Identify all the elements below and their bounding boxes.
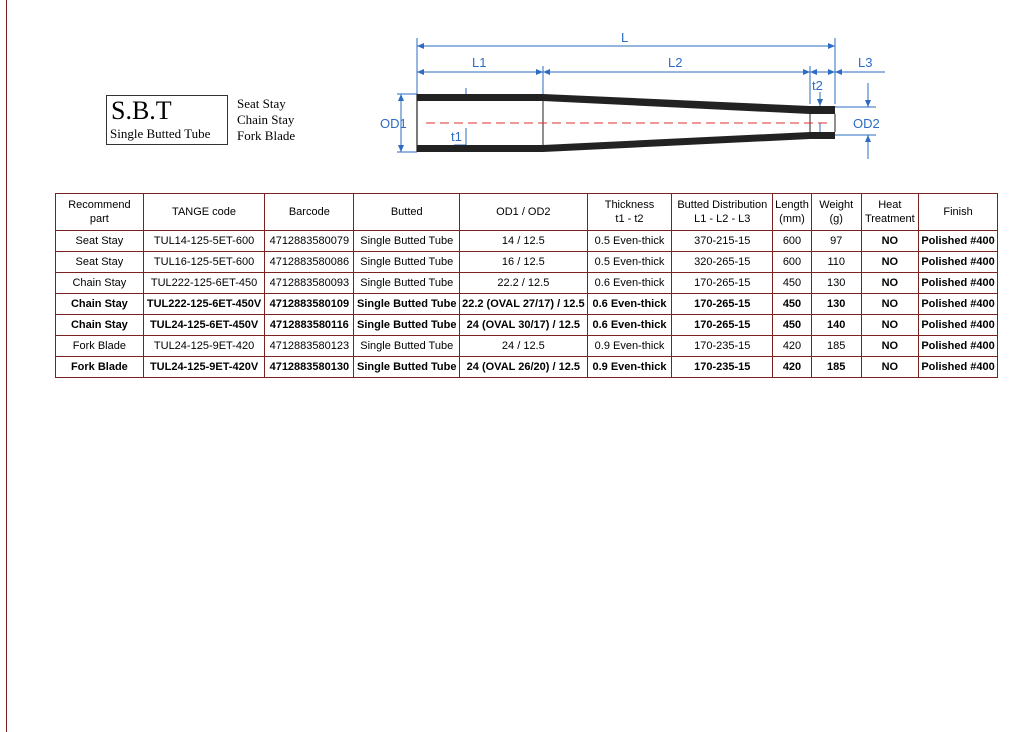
barcode-cell: 4712883580130: [265, 357, 354, 378]
length-cell: 420: [773, 336, 812, 357]
weight-cell: 140: [811, 315, 861, 336]
dim-label-t2: t2: [812, 78, 823, 93]
table-row: [56, 357, 998, 378]
heat-cell: NO: [861, 252, 918, 273]
header-cell: Barcode: [265, 194, 354, 231]
sbt-use-item: Chain Stay: [237, 112, 295, 127]
dim-label-OD1: OD1: [380, 116, 407, 131]
thickness-cell: 0.9 Even-thick: [587, 357, 672, 378]
sbt-use-item: Fork Blade: [237, 128, 296, 143]
barcode-cell: 4712883580123: [265, 336, 354, 357]
header-cell: Butted Distribution L1 - L2 - L3: [672, 194, 773, 231]
weight-cell: 130: [811, 273, 861, 294]
header-cell: Heat Treatment: [861, 194, 918, 231]
page-margin-rule: [6, 0, 7, 732]
heat-cell: NO: [861, 273, 918, 294]
table-row: [56, 315, 998, 336]
table-row: [56, 294, 998, 315]
tange-code-cell: TUL14-125-5ET-600: [143, 231, 265, 252]
distribution-cell: 170-265-15: [672, 294, 773, 315]
dim-label-OD2: OD2: [853, 116, 880, 131]
header-cell: Butted: [354, 194, 460, 231]
dim-label-L: L: [621, 30, 629, 45]
thickness-cell: 0.5 Even-thick: [587, 252, 672, 273]
header-cell: Weight (g): [811, 194, 861, 231]
thickness-cell: 0.6 Even-thick: [587, 273, 672, 294]
od-cell: 22.2 (OVAL 27/17) / 12.5: [460, 294, 588, 315]
sbt-uses-list: [237, 96, 295, 144]
finish-cell: Polished #400: [919, 273, 998, 294]
barcode-cell: 4712883580086: [265, 252, 354, 273]
header-cell: OD1 / OD2: [460, 194, 588, 231]
table-row: [56, 336, 998, 357]
tange-code-cell: TUL222-125-6ET-450V: [143, 294, 265, 315]
finish-cell: Polished #400: [919, 315, 998, 336]
table-row: [56, 252, 998, 273]
dim-label-L1: L1: [472, 55, 487, 70]
thickness-cell: 0.9 Even-thick: [587, 336, 672, 357]
dim-label-L3: L3: [858, 55, 873, 70]
distribution-cell: 320-265-15: [672, 252, 773, 273]
od-cell: 24 (OVAL 30/17) / 12.5: [460, 315, 588, 336]
tange-code-cell: TUL222-125-6ET-450: [143, 273, 265, 294]
weight-cell: 110: [811, 252, 861, 273]
heat-cell: NO: [861, 315, 918, 336]
header-cell: Finish: [919, 194, 998, 231]
od-cell: 14 / 12.5: [460, 231, 588, 252]
distribution-cell: 170-235-15: [672, 336, 773, 357]
recommend-part-cell: Fork Blade: [56, 336, 144, 357]
heat-cell: NO: [861, 336, 918, 357]
length-cell: 420: [773, 357, 812, 378]
thickness-cell: 0.6 Even-thick: [587, 315, 672, 336]
barcode-cell: 4712883580109: [265, 294, 354, 315]
table-body: [56, 231, 998, 378]
recommend-part-cell: Chain Stay: [56, 273, 144, 294]
recommend-part-cell: Chain Stay: [56, 294, 144, 315]
sbt-use-item: Seat Stay: [237, 96, 286, 111]
finish-cell: Polished #400: [919, 336, 998, 357]
table-row: [56, 273, 998, 294]
thickness-cell: 0.5 Even-thick: [587, 231, 672, 252]
length-cell: 450: [773, 273, 812, 294]
weight-cell: 97: [811, 231, 861, 252]
tange-code-cell: TUL24-125-9ET-420V: [143, 357, 265, 378]
recommend-part-cell: Fork Blade: [56, 357, 144, 378]
butted-cell: Single Butted Tube: [354, 252, 460, 273]
weight-cell: 185: [811, 357, 861, 378]
distribution-cell: 170-265-15: [672, 273, 773, 294]
finish-cell: Polished #400: [919, 231, 998, 252]
sbt-title: S.B.T: [111, 96, 172, 125]
od-cell: 24 (OVAL 26/20) / 12.5: [460, 357, 588, 378]
heat-cell: NO: [861, 231, 918, 252]
finish-cell: Polished #400: [919, 357, 998, 378]
od-cell: 22.2 / 12.5: [460, 273, 588, 294]
heat-cell: NO: [861, 357, 918, 378]
od-cell: 16 / 12.5: [460, 252, 588, 273]
finish-cell: Polished #400: [919, 294, 998, 315]
length-cell: 450: [773, 315, 812, 336]
length-cell: 600: [773, 231, 812, 252]
tange-code-cell: TUL24-125-9ET-420: [143, 336, 265, 357]
butted-cell: Single Butted Tube: [354, 294, 460, 315]
table-row: [56, 231, 998, 252]
length-cell: 600: [773, 252, 812, 273]
distribution-cell: 170-265-15: [672, 315, 773, 336]
od-cell: 24 / 12.5: [460, 336, 588, 357]
tange-code-cell: TUL24-125-6ET-450V: [143, 315, 265, 336]
dim-label-t1: t1: [451, 129, 462, 144]
weight-cell: 185: [811, 336, 861, 357]
thickness-cell: 0.6 Even-thick: [587, 294, 672, 315]
butted-cell: Single Butted Tube: [354, 315, 460, 336]
table-header-row: [56, 194, 998, 231]
sbt-subtitle: Single Butted Tube: [110, 126, 211, 141]
header-cell: Recommend part: [56, 194, 144, 231]
barcode-cell: 4712883580116: [265, 315, 354, 336]
recommend-part-cell: Seat Stay: [56, 231, 144, 252]
tange-code-cell: TUL16-125-5ET-600: [143, 252, 265, 273]
finish-cell: Polished #400: [919, 252, 998, 273]
tube-diagram: [380, 28, 900, 168]
dim-label-L2: L2: [668, 55, 683, 70]
barcode-cell: 4712883580079: [265, 231, 354, 252]
weight-cell: 130: [811, 294, 861, 315]
recommend-part-cell: Chain Stay: [56, 315, 144, 336]
header-cell: TANGE code: [143, 194, 265, 231]
sbt-label-box: [106, 95, 228, 145]
butted-cell: Single Butted Tube: [354, 336, 460, 357]
header-cell: Length (mm): [773, 194, 812, 231]
distribution-cell: 370-215-15: [672, 231, 773, 252]
butted-cell: Single Butted Tube: [354, 231, 460, 252]
distribution-cell: 170-235-15: [672, 357, 773, 378]
header-cell: Thickness t1 - t2: [587, 194, 672, 231]
recommend-part-cell: Seat Stay: [56, 252, 144, 273]
spec-table: [55, 193, 998, 378]
length-cell: 450: [773, 294, 812, 315]
barcode-cell: 4712883580093: [265, 273, 354, 294]
butted-cell: Single Butted Tube: [354, 357, 460, 378]
butted-cell: Single Butted Tube: [354, 273, 460, 294]
heat-cell: NO: [861, 294, 918, 315]
